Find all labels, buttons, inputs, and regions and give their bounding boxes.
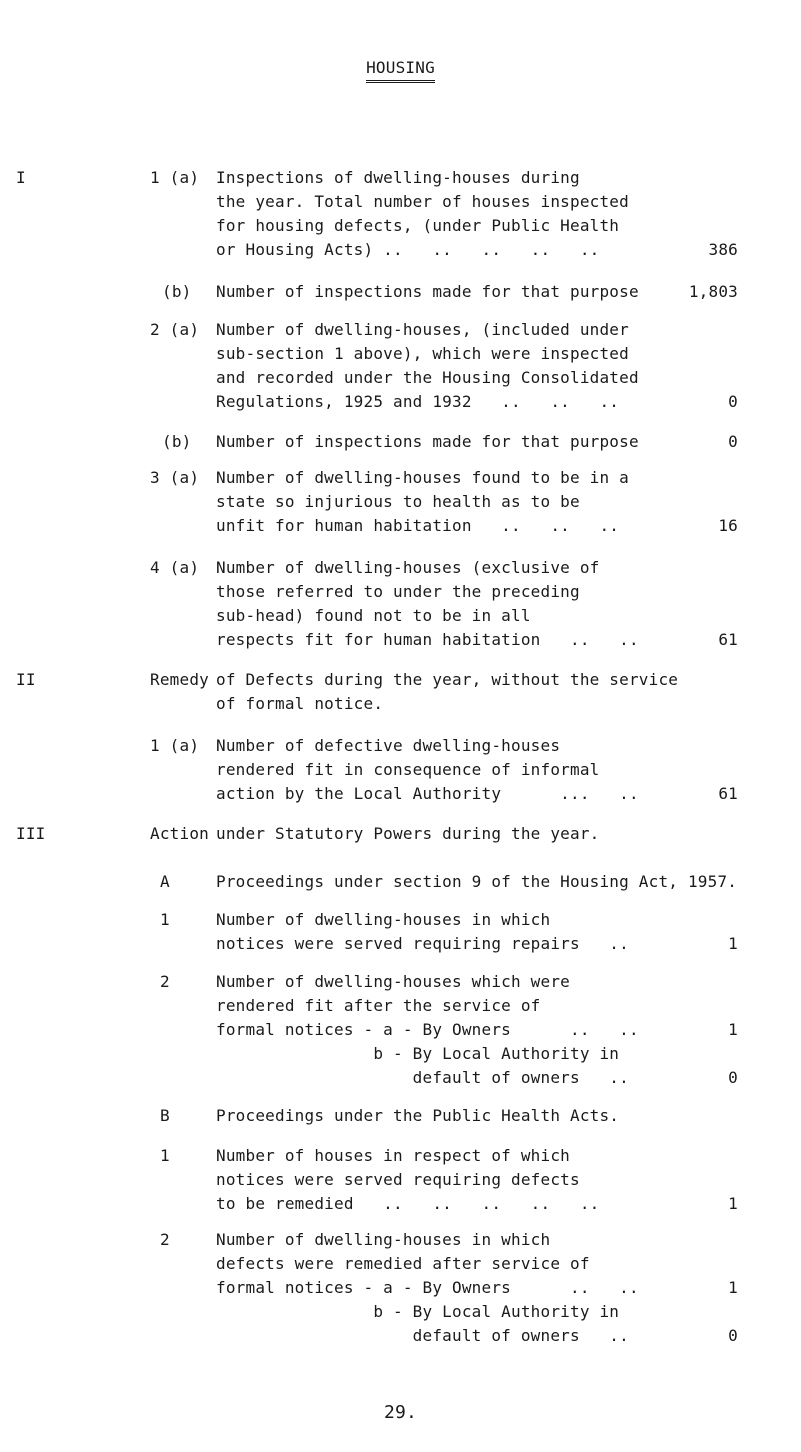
item-text-line: notices were served requiring repairs .. [216,934,629,953]
item-label: B [160,1106,170,1125]
item-value-b: 0 [728,1326,738,1345]
item-value: 1,803 [688,282,738,301]
item-text-line: Number of houses in respect of which [216,1146,570,1165]
section-heading-label: Action [150,824,209,843]
item-label: 1 (a) [150,168,200,187]
item-text-line: and recorded under the Housing Consolidated [216,368,639,387]
subheading-line: Proceedings under the Public Health Acts. [216,1106,620,1125]
item-label: 2 [160,972,170,991]
item-value-a: 1 [728,1020,738,1039]
item-text-line: Number of dwelling-houses in which [216,1230,551,1249]
item-label: 3 (a) [150,468,200,487]
item-text-line: Number of dwelling-houses (exclusive of [216,558,600,577]
section-heading-label: Remedy [150,670,209,689]
section-heading-line: of Defects during the year, without the service [216,670,679,689]
item-text-line: formal notices - a - By Owners .. .. [216,1278,639,1297]
item-text-line: Inspections of dwelling-houses during [216,168,580,187]
item-text-line: notices were served requiring defects [216,1170,580,1189]
item-text-line: unfit for human habitation .. .. .. [216,516,620,535]
item-label: 2 (a) [150,320,200,339]
item-value: 1 [728,1194,738,1213]
item-text-line: those referred to under the preceding [216,582,580,601]
item-text-line: or Housing Acts) .. .. .. .. .. [216,240,600,259]
item-text-line: Number of defective dwelling-houses [216,736,561,755]
item-text-line: Number of dwelling-houses which were [216,972,570,991]
item-value: 16 [718,516,738,535]
item-text-line: b - By Local Authority in [216,1302,620,1321]
item-label: 1 [160,1146,170,1165]
item-value: 386 [708,240,738,259]
item-text-line: rendered fit after the service of [216,996,541,1015]
item-text-line: respects fit for human habitation .. .. [216,630,639,649]
item-text-line: sub-head) found not to be in all [216,606,531,625]
item-label: A [160,872,170,891]
item-text-line: to be remedied .. .. .. .. .. [216,1194,600,1213]
item-value-a: 1 [728,1278,738,1297]
section-roman-numeral: II [16,670,36,689]
item-text-line: sub-section 1 above), which were inspected [216,344,629,363]
item-label: 1 (a) [150,736,200,755]
item-text-line: formal notices - a - By Owners .. .. [216,1020,639,1039]
item-text-line: defects were remedied after service of [216,1254,590,1273]
item-text-line: for housing defects, (under Public Health [216,216,620,235]
item-text-line: state so injurious to health as to be [216,492,580,511]
section-heading-line: of formal notice. [216,694,384,713]
item-label: 4 (a) [150,558,200,577]
page-title: HOUSING [0,58,801,83]
item-value: 61 [718,630,738,649]
item-text-line: default of owners .. [216,1068,629,1087]
item-text-line: Number of dwelling-houses found to be in a [216,468,629,487]
item-label: (b) [162,432,192,451]
item-value-b: 0 [728,1068,738,1087]
item-text-line: b - By Local Authority in [216,1044,620,1063]
section-heading-line: under Statutory Powers during the year. [216,824,600,843]
item-text-line: action by the Local Authority ... .. [216,784,639,803]
item-text-line: Number of inspections made for that purpose [216,432,639,451]
item-text-line: rendered fit in consequence of informal [216,760,600,779]
item-label: 1 [160,910,170,929]
item-text-line: Number of dwelling-houses, (included under [216,320,629,339]
section-roman-numeral: III [16,824,46,843]
item-text-line: Number of inspections made for that purpose [216,282,639,301]
item-text-line: default of owners .. [216,1326,629,1345]
section-roman-numeral: I [16,168,26,187]
item-value: 0 [728,432,738,451]
item-text-line: Regulations, 1925 and 1932 .. .. .. [216,392,620,411]
item-value: 61 [718,784,738,803]
item-text-line: the year. Total number of houses inspected [216,192,629,211]
item-label: (b) [162,282,192,301]
item-value: 1 [728,934,738,953]
page-number: 29. [383,1402,418,1423]
item-value: 0 [728,392,738,411]
subheading-line: Proceedings under section 9 of the Housing Act, 1957. [216,872,738,891]
item-label: 2 [160,1230,170,1249]
item-text-line: Number of dwelling-houses in which [216,910,551,929]
